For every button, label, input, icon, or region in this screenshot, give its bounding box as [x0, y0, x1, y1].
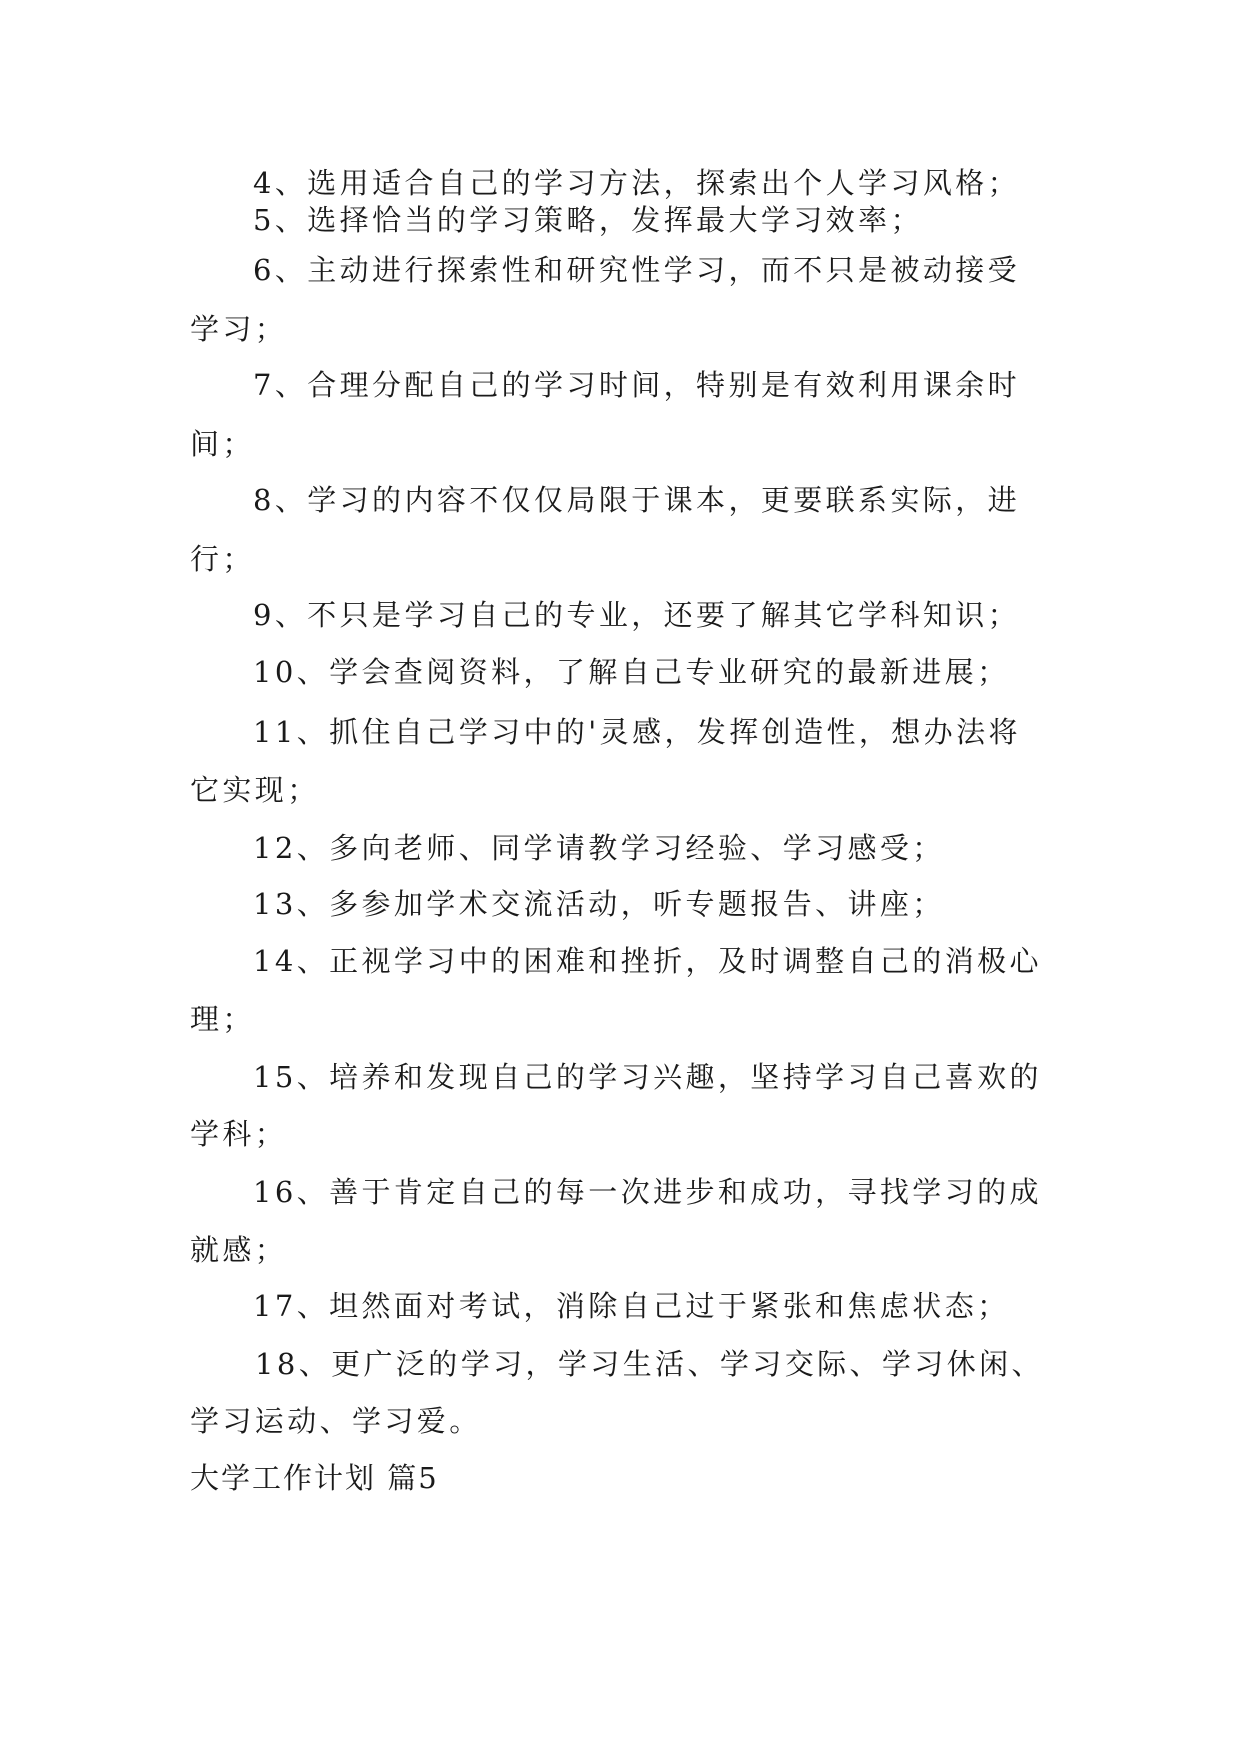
paragraph-item-9: 9、不只是学习自己的专业，还要了解其它学科知识； [253, 598, 1021, 632]
paragraph-item-5: 5、选择恰当的学习策略，发挥最大学习效率； [253, 203, 923, 237]
paragraph-item-8: 8、学习的内容不仅仅局限于课本，更要联系实际，进 [253, 483, 1021, 517]
paragraph-item-7-continuation: 间； [190, 427, 255, 461]
paragraph-item-18-continuation: 学习运动、学习爱。 [190, 1404, 482, 1438]
paragraph-item-6: 6、主动进行探索性和研究性学习，而不只是被动接受 [253, 253, 1021, 287]
paragraph-item-10: 10、学会查阅资料，了解自己专业研究的最新进展； [253, 655, 1010, 689]
paragraph-item-15-continuation: 学科； [190, 1117, 288, 1151]
paragraph-item-14-continuation: 理； [190, 1002, 255, 1036]
paragraph-item-14: 14、正视学习中的困难和挫折，及时调整自己的消极心 [253, 944, 1042, 978]
paragraph-item-11-continuation: 它实现； [190, 773, 320, 807]
paragraph-item-13: 13、多参加学术交流活动，听专题报告、讲座； [253, 887, 945, 921]
paragraph-item-4: 4、选用适合自己的学习方法，探索出个人学习风格； [253, 166, 1021, 200]
paragraph-item-16-continuation: 就感； [190, 1233, 288, 1267]
paragraph-item-18: 18、更广泛的学习，学习生活、学习交际、学习休闲、 [255, 1347, 1044, 1381]
paragraph-item-15: 15、培养和发现自己的学习兴趣，坚持学习自己喜欢的 [253, 1060, 1042, 1094]
paragraph-item-12: 12、多向老师、同学请教学习经验、学习感受； [253, 831, 945, 865]
paragraph-item-6-continuation: 学习； [190, 312, 288, 346]
paragraph-item-11: 11、抓住自己学习中的'灵感，发挥创造性，想办法将 [253, 715, 1021, 749]
paragraph-item-8-continuation: 行； [190, 542, 255, 576]
paragraph-item-7: 7、合理分配自己的学习时间，特别是有效利用课余时 [253, 368, 1021, 402]
paragraph-item-16: 16、善于肯定自己的每一次进步和成功，寻找学习的成 [253, 1175, 1042, 1209]
section-heading: 大学工作计划 篇5 [190, 1461, 439, 1495]
paragraph-item-17: 17、坦然面对考试，消除自己过于紧张和焦虑状态； [253, 1289, 1010, 1323]
